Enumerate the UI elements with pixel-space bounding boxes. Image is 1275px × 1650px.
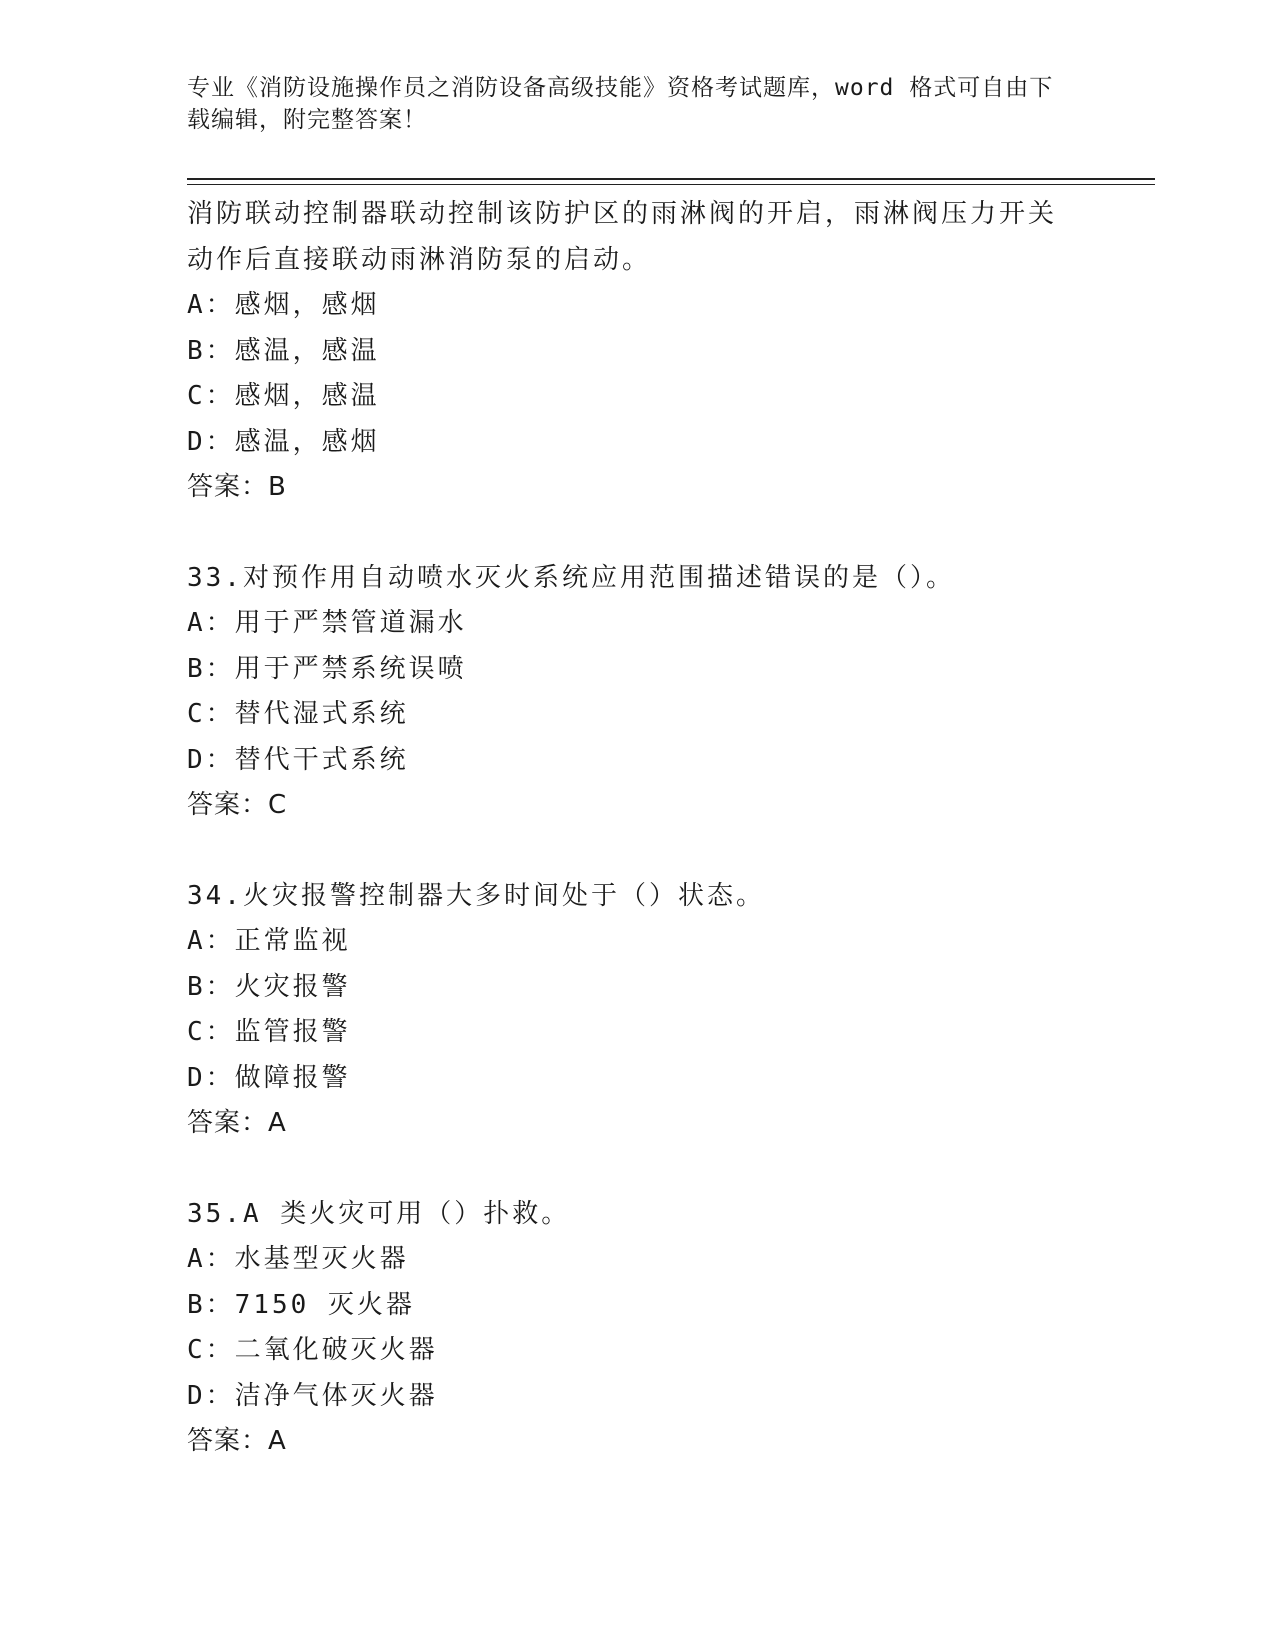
answer-line: 答案：A [187, 1108, 287, 1138]
option-b: B：感温，感温 [187, 335, 380, 366]
question-block-33 [187, 556, 1087, 829]
question-block-34 [187, 874, 1087, 1147]
option-b: B：火灾报警 [187, 971, 351, 1002]
option-c: C：替代湿式系统 [187, 699, 409, 729]
option-a: A：正常监视 [187, 926, 351, 956]
question-stem: 34.火灾报警控制器大多时间处于（）状态。 [187, 880, 765, 911]
answer-line: 答案：A [187, 1426, 287, 1456]
spacer [187, 829, 1087, 874]
option-b: B：用于严禁系统误喷 [187, 653, 467, 684]
option-a: A：用于严禁管道漏水 [187, 608, 467, 638]
document-header [187, 72, 1067, 136]
header-line-1: 专业《消防设施操作员之消防设备高级技能》资格考试题库，word 格式可自由下 [187, 75, 1054, 101]
option-a: A：水基型灭火器 [187, 1244, 409, 1274]
answer-line: 答案：B [187, 472, 287, 502]
question-stem: 33.对预作用自动喷水灭火系统应用范围描述错误的是（）。 [187, 562, 955, 593]
header-divider-thin [187, 184, 1155, 185]
option-c: C：二氧化破灭火器 [187, 1335, 438, 1365]
header-divider [187, 178, 1155, 180]
answer-line: 答案：C [187, 790, 288, 820]
spacer [187, 1147, 1087, 1192]
option-d: D：洁净气体灭火器 [187, 1380, 438, 1411]
option-d: D：感温，感烟 [187, 426, 380, 457]
option-b: B：7150 灭火器 [187, 1289, 415, 1320]
question-stem-line: 消防联动控制器联动控制该防护区的雨淋阀的开启，雨淋阀压力开关 [187, 199, 1058, 229]
question-stem: 35.A 类火灾可用（）扑救。 [187, 1198, 571, 1229]
spacer [187, 511, 1087, 556]
option-c: C：监管报警 [187, 1017, 351, 1047]
question-block-continued [187, 192, 1087, 511]
option-c: C：感烟，感温 [187, 381, 380, 411]
option-d: D：做障报警 [187, 1062, 351, 1093]
question-list [187, 192, 1087, 1465]
question-block-35 [187, 1192, 1087, 1465]
option-d: D：替代干式系统 [187, 744, 409, 775]
header-line-2: 载编辑，附完整答案！ [187, 107, 427, 133]
option-a: A：感烟，感烟 [187, 290, 380, 320]
question-stem-line: 动作后直接联动雨淋消防泵的启动。 [187, 244, 652, 275]
